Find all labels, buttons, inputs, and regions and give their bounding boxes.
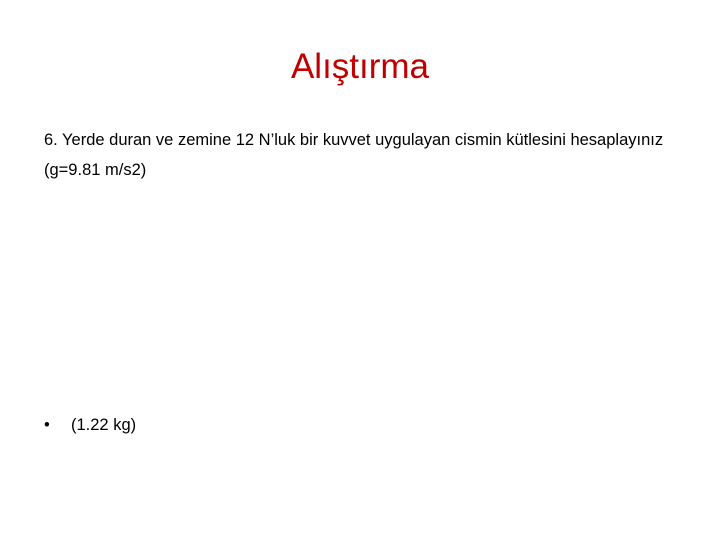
slide-body	[44, 130, 674, 181]
answer-bullet-item	[44, 413, 136, 437]
answer-text: (1.22 kg)	[71, 416, 137, 434]
slide-title: Alıştırma	[290, 47, 430, 86]
given-value: (g=9.81 m/s2)	[44, 161, 147, 179]
question-text: 6. Yerde duran ve zemine 12 N’luk bir kuvvet uygulayan cismin kütlesini hesaplayınız	[44, 131, 664, 149]
bullet-icon: •	[44, 416, 50, 434]
